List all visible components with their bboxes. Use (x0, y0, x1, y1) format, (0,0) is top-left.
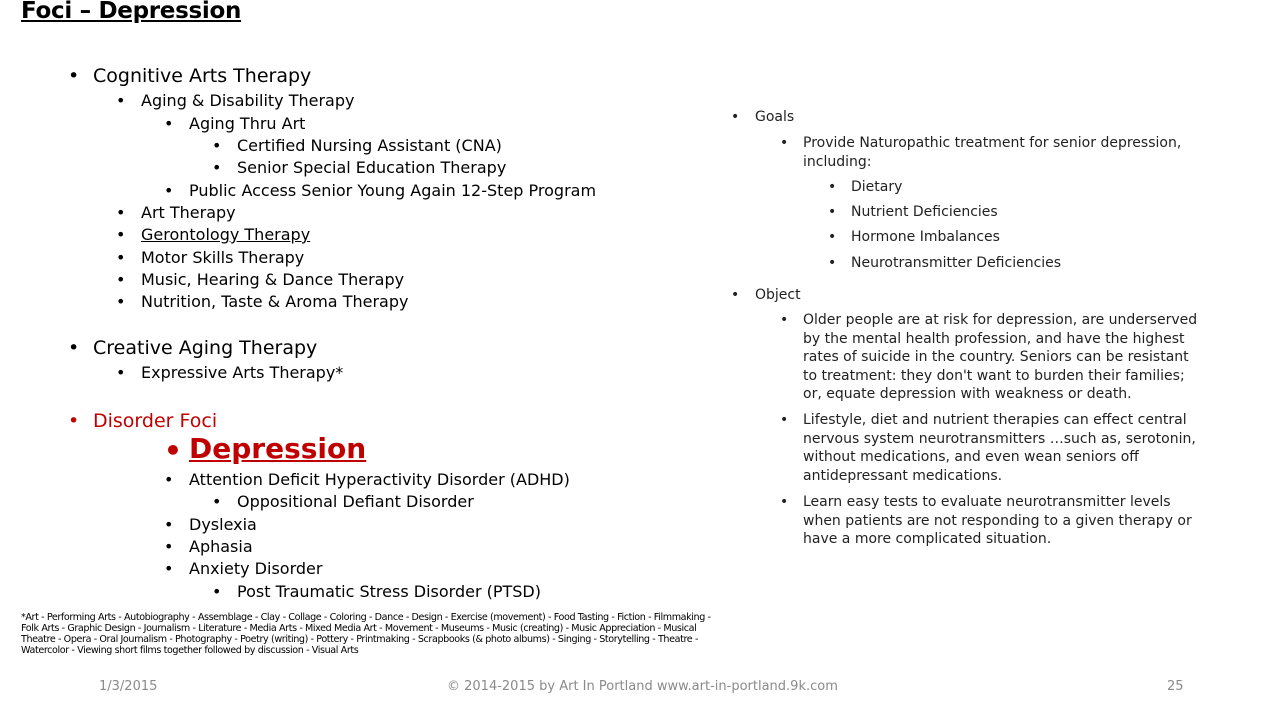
bullet-icon: • (116, 363, 126, 382)
bullet-icon: • (828, 255, 837, 271)
bullet-icon: • (164, 434, 182, 467)
bullet-icon: • (116, 248, 126, 267)
item-aging-thru-art: Aging Thru Art (189, 114, 306, 133)
bullet-icon: • (164, 515, 174, 534)
bullet-icon: • (116, 203, 126, 222)
item-dyslexia: Dyslexia (189, 515, 257, 534)
bullet-icon: • (116, 225, 126, 244)
object-heading: Object (755, 287, 801, 303)
object-text-1: Older people are at risk for depression, are underserved by the mental health profession, and have the highest rates of suicide in the country. Seniors can be resistant to treatment: they don't want to burden their families; or, equate depression with weakness or death. (803, 312, 1198, 402)
bullet-icon: • (212, 136, 222, 155)
gerontology-link[interactable]: Gerontology Therapy (141, 225, 311, 244)
item-nutrition: Nutrition, Taste & Aroma Therapy (141, 292, 409, 311)
bullet-icon: • (212, 158, 222, 177)
bullet-icon: • (780, 494, 789, 510)
item-adhd: Attention Deficit Hyperactivity Disorder (ADHD) (189, 470, 570, 489)
item-music: Music, Hearing & Dance Therapy (141, 270, 405, 289)
goal-nutrient: Nutrient Deficiencies (851, 204, 998, 220)
bullet-icon: • (828, 179, 837, 195)
goal-dietary: Dietary (851, 179, 903, 195)
bullet-icon: • (164, 537, 174, 556)
bullet-icon: • (68, 337, 80, 359)
item-anxiety: Anxiety Disorder (189, 559, 323, 578)
depression-link[interactable]: Depression (189, 432, 367, 465)
object-text-3: Learn easy tests to evaluate neurotransmitter levels when patients are not responding to a given therapy or have a more complicated situation. (803, 494, 1192, 547)
bullet-icon: • (164, 181, 174, 200)
item-ptsd: Post Traumatic Stress Disorder (PTSD) (237, 582, 541, 601)
bullet-icon: • (780, 312, 789, 328)
slide-title: Foci – Depression (21, 0, 242, 24)
footnote-text: *Art - Performing Arts - Autobiography - Assemblage - Clay - Collage - Coloring - Dance - Design - Exercise (movement) - Food Tasting - Fiction - Filmmaking - Folk Arts - Graphic Design - Journalism - Literature - Media Arts - Mixed Media Art - Movement - Museums - Music (creating) - Music Appreciation - Musical Theatre - Opera - Oral Journalism - Photography - Poetry (writing) - Pottery - Printmaking - Scrapbooks (& photo albums) - Singing - Storytelling - Theatre - Watercolor - Viewing short films together followed by discussion - Visual Arts (21, 612, 711, 656)
bullet-icon: • (116, 270, 126, 289)
bullet-icon: • (828, 204, 837, 220)
bullet-icon: • (212, 492, 222, 511)
bullet-icon: • (164, 470, 174, 489)
bullet-icon: • (780, 412, 789, 428)
footer-copyright: © 2014-2015 by Art In Portland www.art-in-portland.9k.com (447, 679, 838, 694)
bullet-icon: • (731, 109, 740, 125)
goal-hormone: Hormone Imbalances (851, 229, 1000, 245)
item-creative: Creative Aging Therapy (93, 337, 318, 359)
item-aging-disability: Aging & Disability Therapy (141, 91, 355, 110)
item-aphasia: Aphasia (189, 537, 253, 556)
footer-date: 1/3/2015 (99, 679, 158, 694)
bullet-icon: • (116, 91, 126, 110)
item-odd: Oppositional Defiant Disorder (237, 492, 474, 511)
bullet-icon: • (68, 65, 80, 87)
bullet-icon: • (212, 582, 222, 601)
item-art-therapy: Art Therapy (141, 203, 236, 222)
bullet-icon: • (164, 114, 174, 133)
item-public-access: Public Access Senior Young Again 12-Step Program (189, 181, 597, 200)
bullet-icon: • (116, 292, 126, 311)
goal-neuro: Neurotransmitter Deficiencies (851, 255, 1062, 271)
item-cna: Certified Nursing Assistant (CNA) (237, 136, 502, 155)
item-expressive: Expressive Arts Therapy* (141, 363, 344, 382)
item-cognitive: Cognitive Arts Therapy (93, 65, 312, 87)
footer-page-number: 25 (1167, 679, 1184, 694)
object-text-2: Lifestyle, diet and nutrient therapies can effect central nervous system neurotransmitters …such as, serotonin, without medications, and even wean seniors off antidepressant medications. (803, 412, 1196, 484)
bullet-icon: • (780, 135, 789, 151)
item-motor: Motor Skills Therapy (141, 248, 305, 267)
goals-heading: Goals (755, 109, 795, 125)
bullet-icon: • (828, 229, 837, 245)
bullet-icon: • (164, 559, 174, 578)
goals-text: Provide Naturopathic treatment for senior depression, including: (803, 135, 1182, 170)
item-disorder: Disorder Foci (93, 410, 218, 432)
bullet-icon: • (731, 287, 740, 303)
bullet-icon: • (68, 410, 80, 432)
item-senior-special: Senior Special Education Therapy (237, 158, 507, 177)
